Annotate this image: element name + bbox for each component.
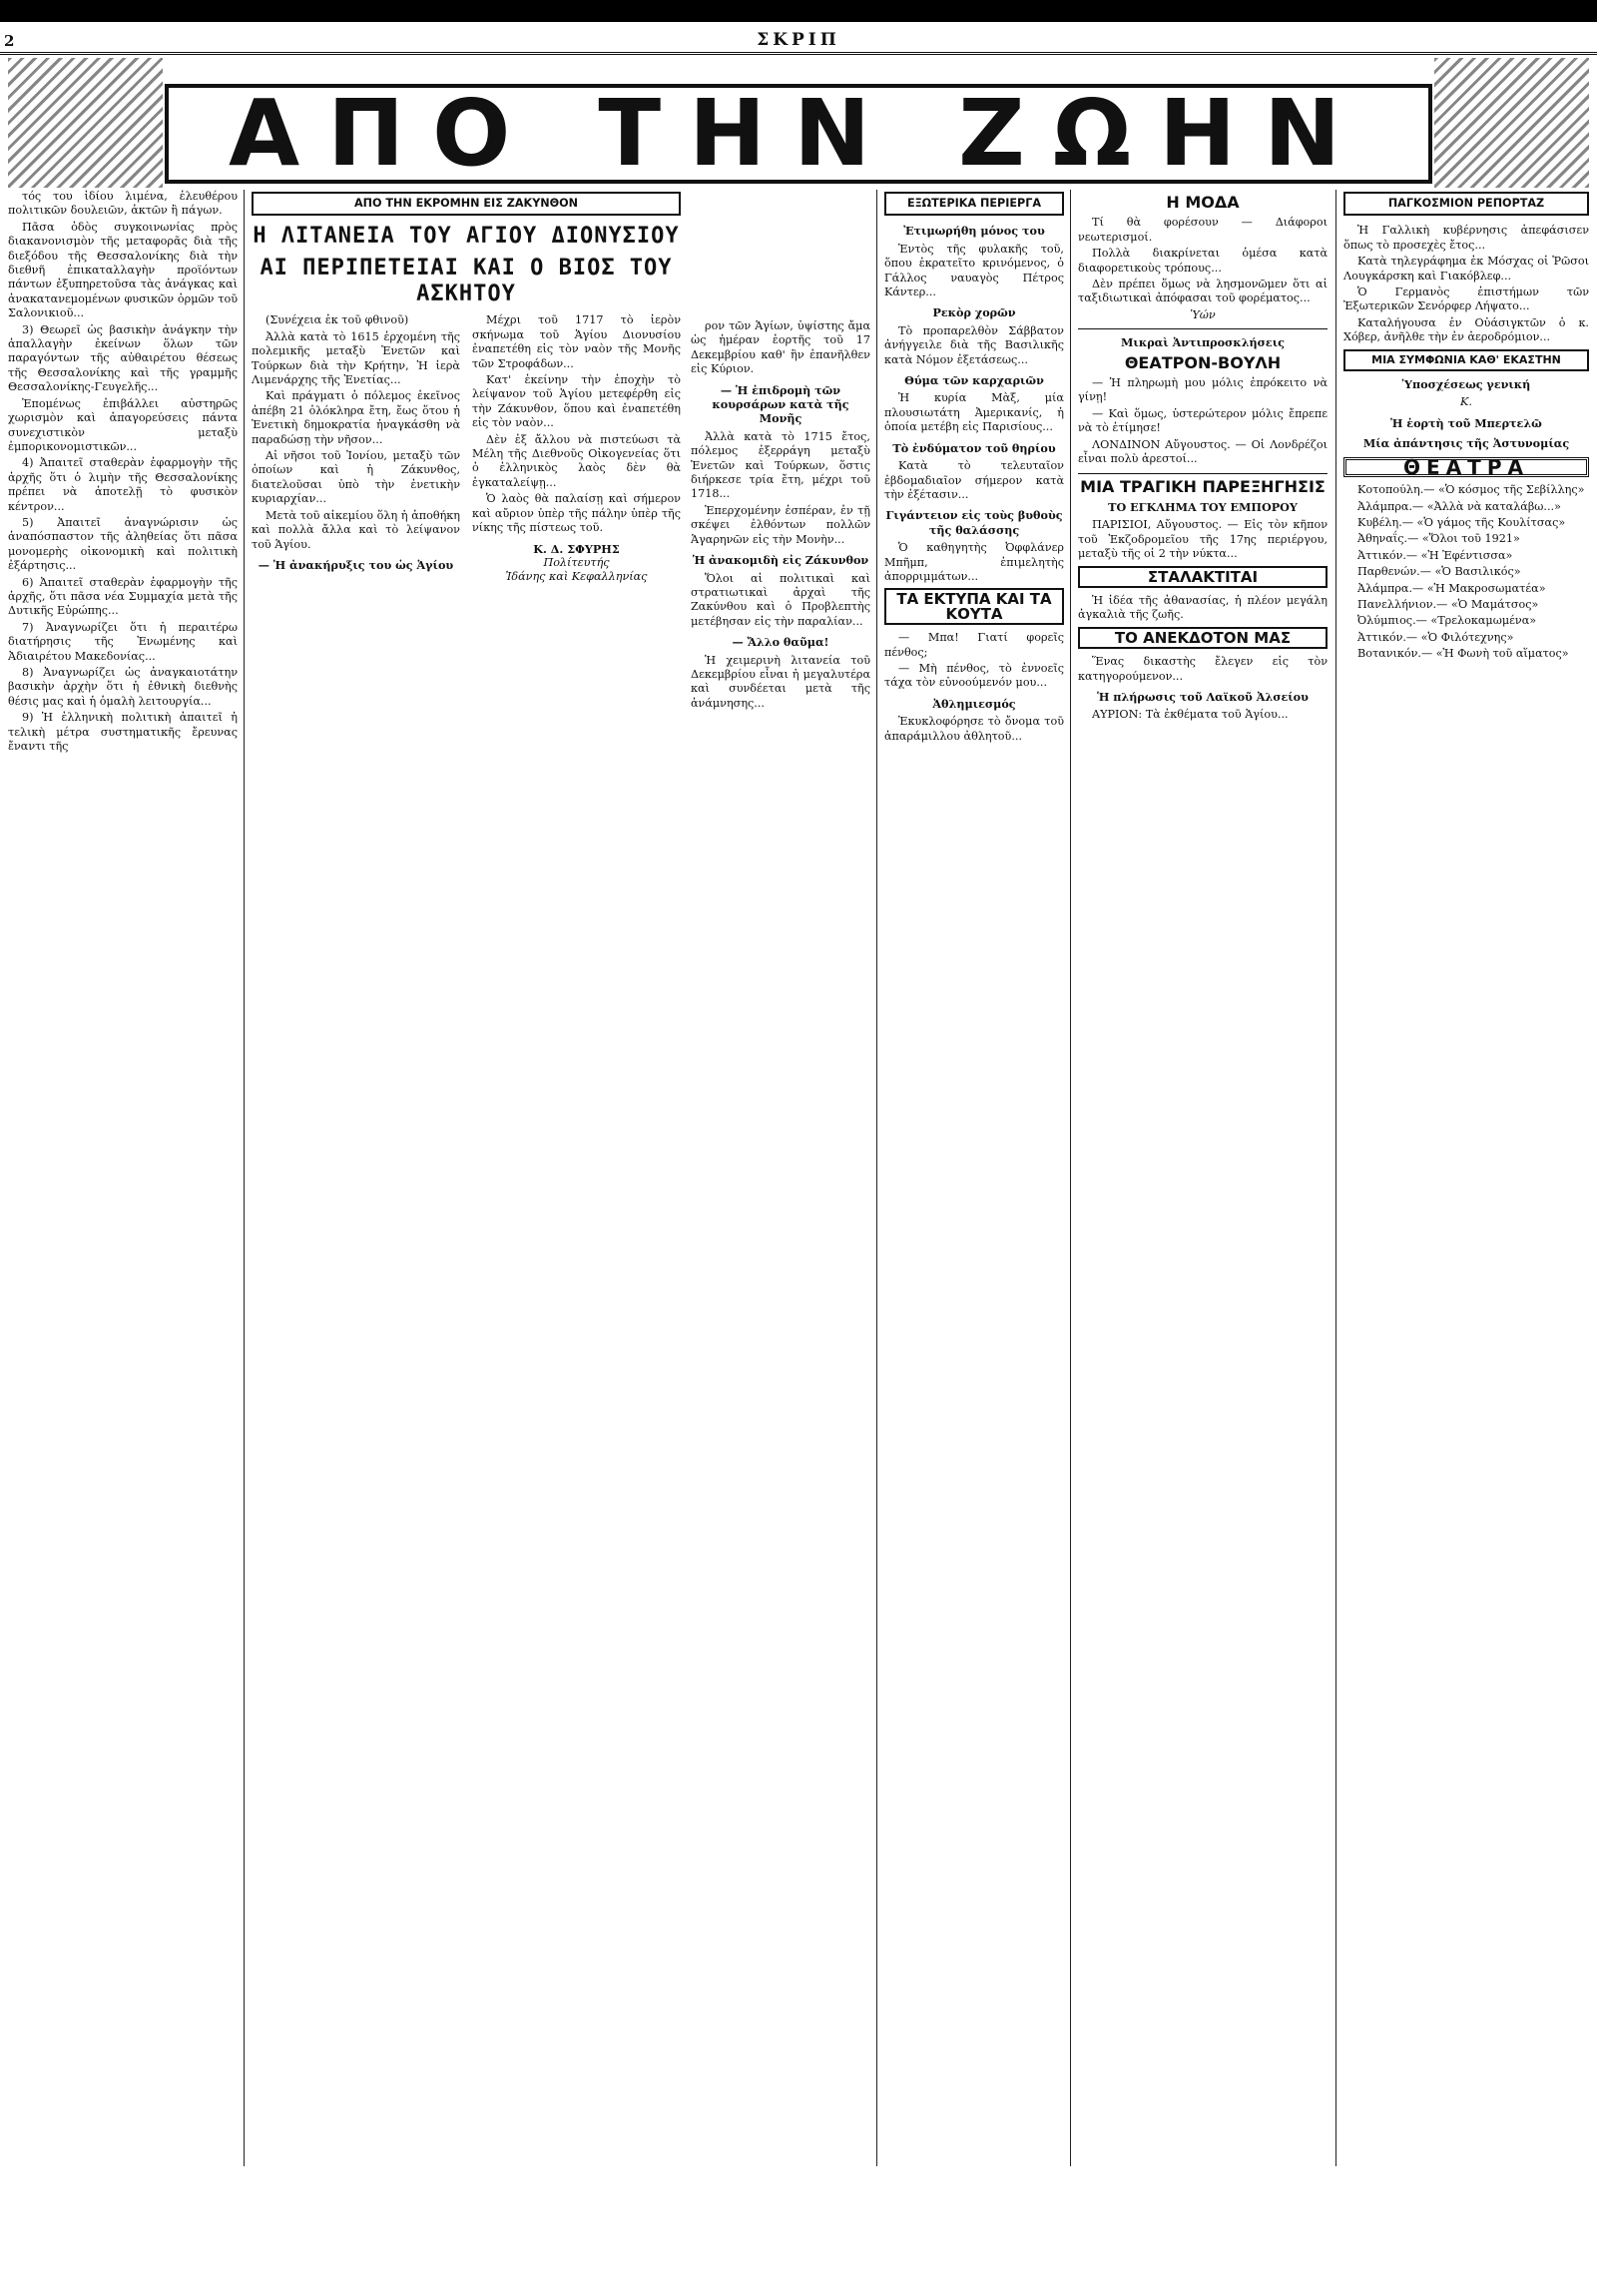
signature-title: Πολίτευτής <box>543 555 610 569</box>
tragic-story-title: ΜΙΑ ΤΡΑΓΙΚΗ ΠΑΡΕΞΗΓΗΣΙΣ <box>1080 476 1326 496</box>
col1-paragraph: 8) Ἀναγνωρίζει ὡς ἀναγκαιοτάτην βασικὴν ἀρχὴν ὅτι ἡ ἐθνικὴ διεθνὴς θέσις μας καὶ ἡ ὁμαλὴ λειτουργία... <box>8 666 238 708</box>
theatre-listing: Ἀττικόν.— «Ὁ Φιλότεχνης» <box>1357 630 1514 644</box>
col1-paragraph: 6) Ἀπαιτεῖ σταθερὰν ἐφαρμογὴν τῆς ἀρχῆς, ὅτι πᾶσα νέα Συμμαχία μετὰ τῆς Δυτικῆς Εὐρώπης... <box>8 575 238 618</box>
theatre-listing: Παρθενών.— «Ὁ Βασιλικός» <box>1357 565 1521 579</box>
col4-subhead: Ρεκὸρ χορῶν <box>932 305 1016 320</box>
article-paragraph: Μέχρι τοῦ 1717 τὸ ἱερὸν σκήνωμα τοῦ Ἁγίου Διονυσίου ἐναπετέθη εἰς τὸν ναὸν τῆς Μονῆς τῶν Στροφάδων... <box>472 313 681 370</box>
col3-subhead: — Ἄλλο θαῦμα! <box>732 635 829 650</box>
article-paragraph: (Συνέχεια ἐκ τοῦ φθινοῦ) <box>266 313 409 327</box>
col5-paragraph: ΠΑΡΙΣΙΟΙ, Αὔγουστος. — Εἰς τὸν κῆπον τοῦ Ἐκζοδρομεῖου τῆς 17ης περιέργου, μεταξὺ τῆς οἱ 2 τὴν νύκτα... <box>1078 518 1328 561</box>
tragic-story-subtitle: ΤΟ ΕΓΚΛΗΜΑ ΤΟΥ ΕΜΠΟΡΟΥ <box>1108 499 1298 514</box>
theatres-title: ΘΕΑΤΡΑ <box>1343 457 1589 477</box>
col3-paragraph: ρον τῶν Ἁγίων, ὑψίστης ἄμα ὡς ἡμέραν ἑορτῆς τοῦ 17 Δεκεμβρίου καθ' ἣν ἐπανῆλθεν εἰς Κύριον. <box>691 319 870 376</box>
column-5 <box>1078 190 1328 2166</box>
signature-place: Ἰδάνης καὶ Κεφαλληνίας <box>505 570 648 584</box>
col1-paragraph: 5) Ἀπαιτεῖ ἀναγνώρισιν ὡς ἀναπόσπαστον τῆς ἀληθείας ὅτι πᾶσα μονομερὴς οἰκονομικὴ καὶ πολιτικὴ ἐξάρτησις... <box>8 515 238 573</box>
col3-paragraph: Ἀλλὰ κατὰ τὸ 1715 ἔτος, πόλεμος ἐξερράγη μεταξὺ Ἑνετῶν καὶ Τούρκων, ὅστις διήρκεσε τρία ἔτη, μέχρι τοῦ 1718... <box>691 429 870 501</box>
fashion-title: Η ΜΟΔΑ <box>1166 193 1240 212</box>
article-paragraph: Κατ' ἐκείνην τὴν ἐποχὴν τὸ λείψανον τοῦ Ἁγίου μετεφέρθη εἰς τὴν Ζάκυνθον, ὅπου καὶ ἐναπετέθη εἰς τὸν ναὸν... <box>472 373 681 430</box>
col5-paragraph: ΛΟΝΔΙΝΟΝ Αὔγουστος. — Οἱ Λονδρέζοι εἶναι πολὺ ἀρεστοί... <box>1078 437 1328 466</box>
theatre-listing: Ἀλάμπρα.— «Ἀλλὰ νὰ καταλάβω...» <box>1357 499 1561 513</box>
col6-paragraph: Ὁ Γερμανὸς ἐπιστήμων τῶν Ἐξωτερικῶν Σενόρφερ Λήψατο... <box>1343 286 1589 313</box>
col1-paragraph: 4) Ἀπαιτεῖ σταθερὰν ἐφαρμογὴν τῆς ἀρχῆς ὅτι ὁ λιμὴν τῆς Θεσσαλονίκης πρέπει νὰ ἀποτελῇ τὸ φυσικὸν κέντρον... <box>8 456 238 513</box>
col1-paragraph: 9) Ἡ ἑλληνικὴ πολιτικὴ ἀπαιτεῖ ἡ τελικὴ μέτρα συστηματικῆς ἔρευνας ἔναντι τῆς <box>8 711 238 754</box>
column-rule <box>244 190 245 2166</box>
divider <box>1078 328 1328 329</box>
col5-paragraph: Τί θὰ φορέσουν — Διάφοροι νεωτερισμοί. <box>1078 216 1328 244</box>
anecdote-title: ΤΟ ΑΝΕΚΔΟΤΟΝ ΜΑΣ <box>1078 627 1328 649</box>
article-paragraph: Καὶ πράγματι ὁ πόλεμος ἐκεῖνος ἀπέβη 21 ὁλόκληρα ἔτη, ἔως ὅτου ἡ Ἑνετικὴ δημοκρατία ἠναγκάσθη νὰ παραδώσῃ τὴν νῆσον... <box>252 389 460 446</box>
col4-paragraph: — Μὴ πένθος, τὸ ἐννοεῖς τάχα τὸν εὐνοούμενόν μου... <box>884 661 1064 690</box>
page-header <box>0 30 1597 55</box>
col6-paragraph: Κατὰ τηλεγράφημα ἐκ Μόσχας οἱ Ῥῶσοι Λουγκάρσκη καὶ Γιακόβλεφ... <box>1343 255 1589 283</box>
column-3 <box>691 319 870 2296</box>
article-paragraph: Μετὰ τοῦ αἰκεμίου ὅλη ἡ ἀποθήκη καὶ πολλὰ ἄλλα καὶ τὸ λείψανον τοῦ Ἁγίου. <box>252 508 460 551</box>
col4-paragraph: Τὸ προπαρελθὸν Σάββατον ἀνήγγειλε διὰ τῆς Βασιλικῆς κατὰ Νόμον ἐξετάσεως... <box>884 323 1064 366</box>
theatre-listing: Ὀλύμπιος.— «Τρελοκαμωμένα» <box>1357 614 1537 628</box>
col4-subhead: Ἐτιμωρήθη μόνος του <box>903 224 1045 239</box>
article-paragraph: Ὁ λαὸς θὰ παλαίσῃ καὶ σήμερον καὶ αὔριον ὑπὲρ τῆς πάλην ὑπὲρ τῆς νίκης τῆς πίστεως τοῦ. <box>472 492 681 535</box>
col4-subhead: Γιγάντειον εἰς τοὺς βυθοὺς τῆς θαλάσσης <box>885 508 1063 537</box>
article-subhead: — Ἡ ἀνακήρυξις του ὡς Ἁγίου <box>258 557 454 572</box>
col1-paragraph: Πᾶσα ὁδὸς συγκοινωνίας πρὸς διακανονισμὸν τῆς μεταφορᾶς διὰ τῆς διεξόδου τῆς Θεσσαλονίκης διὰ τὴν διεθνῆ ἐπικαταλλαγὴν προϊόντων πάντων ἐξυπηρετοῦσα τὰς ἀνάγκας καὶ ἀνακατανεμομένων φυσικῶν ὁρμῶν τοῦ Σαλονικιοῦ... <box>8 220 238 320</box>
column-rule <box>876 190 877 2166</box>
article-signature: Κ. Δ. ΣΦΥΡΗΣ <box>533 541 620 556</box>
col5-paragraph: ΑΥΡΙΟΝ: Τὰ ἐκθέματα τοῦ Ἁγίου... <box>1092 708 1289 722</box>
banner-title: ΑΠΟ ΤΗΝ ΖΩΗΝ <box>228 80 1369 187</box>
masthead-title: ΣΚΡΙΠ <box>757 30 840 50</box>
col3-paragraph: Ὅλοι αἱ πολιτικαὶ καὶ στρατιωτικαὶ ἀρχαὶ τῆς Ζακύνθου καὶ ὁ Προβλεπτὴς μετέβησαν εἰς τὴν παραλίαν... <box>691 571 870 628</box>
col5-paragraph: — Ἡ πληρωμὴ μου μόλις ἐπρόκειτο νὰ γίνῃ! <box>1078 376 1328 404</box>
col6-subhead: Ὑποσχέσεως γενική <box>1401 377 1531 392</box>
col4-subhead: Θύμα τῶν καρχαριῶν <box>904 373 1044 388</box>
daily-agreement-title: ΜΙΑ ΣΥΜΦΩΝΙΑ ΚΑΘ' ΕΚΑΣΤΗΝ <box>1343 349 1589 371</box>
page-number: 2 <box>4 32 15 50</box>
col4-paragraph: Ἐκυκλοφόρησε τὸ ὄνομα τοῦ ἀπαράμιλλου ἀθλητοῦ... <box>884 715 1064 743</box>
col4-paragraph: — Μπα! Γιατί φορεῖς πένθος; <box>884 631 1064 659</box>
col6-subhead: Ἡ ἐορτὴ τοῦ Μπερτελῶ <box>1390 415 1542 430</box>
decorative-border-left <box>8 58 163 188</box>
col6-subhead: Μία ἀπάντησις τῆς Ἀστυνομίας <box>1362 436 1570 451</box>
curiosities-title: ΕΞΩΤΕΡΙΚΑ ΠΕΡΙΕΡΓΑ <box>884 192 1064 216</box>
col6-paragraph: Ἡ Γαλλικὴ κυβέρνησις ἀπεφάσισεν ὅπως τὸ προσεχὲς ἔτος... <box>1343 224 1589 252</box>
col4-paragraph: Κατὰ τὸ τελευταῖον ἑβδομαδιαῖον σήμερον κατὰ τὴν ἐξέτασιν... <box>884 459 1064 501</box>
col5-subhead: Μικραὶ Ἀντιπροσκλήσεις <box>1121 335 1285 350</box>
theatre-listing: Κοτοπούλη.— «Ὁ κόσμος τῆς Σεβίλλης» <box>1357 483 1585 497</box>
col5-paragraph: Ἡ ἰδέα τῆς ἀθανασίας, ἡ πλέον μεγάλη ἀγκαλιὰ τῆς ζωῆς. <box>1078 593 1328 622</box>
theatre-listing: Βοτανικόν.— «Ἡ Φωνὴ τοῦ αἵματος» <box>1357 647 1569 661</box>
divider <box>1078 473 1328 474</box>
article-paragraph: Αἱ νῆσοι τοῦ Ἰονίου, μεταξὺ τῶν ὁποίων καὶ ἡ Ζάκυνθος, διατελοῦσαι ὑπὸ τὴν ἐνετικὴν κυριαρχίαν... <box>252 449 460 506</box>
col3-paragraph: Ἡ χειμερινὴ λιτανεία τοῦ Δεκεμβρίου εἶναι ἡ μεγαλυτέρα καὶ συνδέεται μετὰ τῆς ἀνάμνησης... <box>691 653 870 710</box>
col1-paragraph: τός του ἰδίου λιμένα, ἐλευθέρου πολιτικῶν δουλειῶν, ἀκτῶν ἢ πάγων. <box>8 190 238 218</box>
col3-paragraph: Ἐπερχομένην ἐσπέραν, ἐν τῇ σκέψει ἐλθόντων πολλῶν Ἁγαρηνῶν εἰς τὴν Μονὴν... <box>691 503 870 546</box>
column-6 <box>1343 190 1589 2166</box>
jokes-title: ΤΑ ΕΚΤΥΠΑ ΚΑΙ ΤΑ ΚΟΥΤΑ <box>884 588 1064 625</box>
article-paragraph: Ἀλλὰ κατὰ τὸ 1615 ἐρχομένη τῆς πολεμικῆς μεταξὺ Ἑνετῶν καὶ Τούρκων διὰ τὴν Κρήτην, Ἡ ἱερὰ Λιμενάρχης τῆς Ἑνετίας... <box>252 329 460 387</box>
stalactites-title: ΣΤΑΛΑΚΤΙΤΑΙ <box>1078 566 1328 588</box>
theatre-listing: Κυβέλη.— «Ὁ γάμος τῆς Κουλίτσας» <box>1357 515 1566 529</box>
article-paragraph: Δὲν ἐξ ἄλλου νὰ πιστεύωσι τὰ Μέλη τῆς Διεθνοῦς Οἰκογενείας ὅτι ὁ ἐλληνικὸς λαὸς δὲν θὰ ἐγκαταλείψῃ... <box>472 432 681 489</box>
col5-subhead: Ἡ πλήρωσις τοῦ Λαϊκοῦ Ἀλσείου <box>1097 689 1309 704</box>
decorative-border-right <box>1434 58 1589 188</box>
column-rule <box>1335 190 1336 2166</box>
col4-subhead: Τὸ ἐνδύματον τοῦ θηρίου <box>892 440 1056 455</box>
column-2 <box>252 190 681 2166</box>
col5-paragraph: Δὲν πρέπει ὅμως νὰ λησμονῶμεν ὅτι αἱ ταξιδιωτικαὶ ἀπόφασαι τοῦ φορέματος... <box>1078 278 1328 305</box>
col5-paragraph: — Καὶ ὅμως, ὑστερώτερον μόλις ἔπρεπε νὰ τὸ ἐτίμησε! <box>1078 406 1328 435</box>
column-4 <box>884 190 1064 2166</box>
theatre-listing: Πανελλήνιον.— «Ὁ Μαμάτσος» <box>1357 597 1539 611</box>
article-subheadline: ΑΙ ΠΕΡΙΠΕΤΕΙΑΙ ΚΑΙ Ο ΒΙΟΣ ΤΟΥ ΑΣΚΗΤΟΥ <box>260 256 673 307</box>
column-rule <box>1070 190 1071 2166</box>
column-1 <box>8 190 238 2166</box>
world-report-title: ΠΑΓΚΟΣΜΙΟΝ ΡΕΠΟΡΤΑΖ <box>1343 192 1589 216</box>
section-banner <box>165 80 1432 187</box>
article-body <box>252 313 681 584</box>
theatre-listing: Ἀττικόν.— «Ἡ Ἐφέντισσα» <box>1357 548 1513 562</box>
col6-paragraph: Καταλήγουσα ἐν Οὐάσιγκτῶν ὁ κ. Χόβερ, ἀνῆλθε τὴν ἐν ἀεροδρόμιον... <box>1343 315 1589 344</box>
col5-paragraph: Ἕνας δικαστὴς ἔλεγεν εἰς τὸν κατηγορούμενον... <box>1078 655 1328 683</box>
fashion-sign: Ὑών <box>1190 307 1216 321</box>
theatre-listing: Ἀλάμπρα.— «Ἡ Μακροσωματέα» <box>1357 581 1546 595</box>
theatre-parliament-title: ΘΕΑΤΡΟΝ-ΒΟΥΛΗ <box>1124 352 1282 372</box>
col1-paragraph: 3) Θεωρεῖ ὡς βασικὴν ἀνάγκην τὴν ἀπαλλαγὴν ἐκείνων ὅλων τῶν παραγόντων τῆς αὐθαιρέτου θέσεως τῆς Θεσσαλονίκης καὶ τῆς γραμμῆς Θεσσαλονίκης-Γευγελῆς... <box>8 322 238 394</box>
top-black-bar <box>0 0 1597 22</box>
col3-subhead: Ἡ ἀνακομιδὴ εἰς Ζάκυνθον <box>692 553 869 568</box>
col5-paragraph: Πολλὰ διακρίνεται ὁμέσα κατὰ διαφορετικοὺς τρόπους... <box>1078 247 1328 275</box>
col3-subhead: — Ἡ ἐπιδρομὴ τῶν κουρσάρων κατὰ τῆς Μονῆς <box>712 382 849 426</box>
col4-paragraph: Ὁ καθηγητὴς Ὀφφλάνερ Μπῆμπ, ἐπιμελητὴς ἀπορριμμάτων... <box>884 541 1064 583</box>
report-sign: Κ. <box>1460 395 1472 409</box>
col4-paragraph: Ἐντὸς τῆς φυλακῆς τοῦ, ὅπου ἐκρατεῖτο κρινόμενος, ὁ Γάλλος ναυαγὸς Πέτρος Κάντερ... <box>884 242 1064 299</box>
col4-paragraph: Ἡ κυρία Μὰξ, μία πλουσιωτάτη Ἀμερικανίς, ἡ ὁποία μετέβη εἰς Παρισίους... <box>884 391 1064 434</box>
col4-subhead: Ἀθλημιεσμός <box>932 696 1016 711</box>
article-headline: Η ΛΙΤΑΝΕΙΑ ΤΟΥ ΑΓΙΟΥ ΔΙΟΝΥΣΙΟΥ <box>253 224 680 250</box>
theatre-listing: Ἀθηναΐς.— «Ὅλοι τοῦ 1921» <box>1357 532 1520 546</box>
col1-paragraph: 7) Ἀναγνωρίζει ὅτι ἡ περαιτέρω διατήρησις τῆς Ἑνωμένης καὶ Ἀδιαιρέτου Μακεδονίας... <box>8 620 238 663</box>
article-section-title: ΑΠΟ ΤΗΝ ΕΚΡΟΜΗΝ ΕΙΣ ΖΑΚΥΝΘΟΝ <box>252 192 681 216</box>
col1-paragraph: Ἐπομένως ἐπιβάλλει αὐστηρῶς χωρισμὸν καὶ ἀπαγορεύσεις πάντα συνεχιστικὸν μεταξὺ ἐμπορικονομιστικῶν... <box>8 396 238 453</box>
